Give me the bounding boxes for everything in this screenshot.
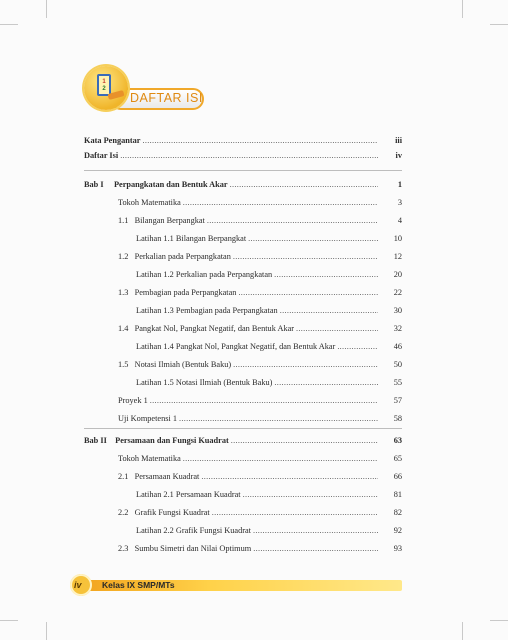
crop-mark: [490, 24, 508, 25]
svg-text:1: 1: [102, 79, 106, 85]
toc-entry-page: 66: [393, 472, 402, 481]
toc-entry-title: Bab I Perpangkatan dan Bentuk Akar: [84, 180, 228, 189]
crop-mark: [46, 0, 47, 18]
toc-entry-page: 1: [397, 180, 402, 189]
toc-entry[interactable]: [118, 414, 402, 428]
toc-entry-page: 93: [393, 544, 402, 553]
dot-leader: [243, 490, 378, 499]
section-divider: [84, 170, 402, 171]
toc-entry[interactable]: [118, 396, 402, 410]
page-title: DAFTAR ISI: [130, 91, 203, 105]
crop-mark: [462, 622, 463, 640]
toc-entry-title: 1.1 Bilangan Berpangkat: [118, 216, 205, 225]
numbers-book-icon: [84, 66, 128, 110]
dot-leader: [183, 198, 378, 207]
dot-leader: [274, 378, 378, 387]
toc-entry[interactable]: [118, 544, 402, 558]
toc-entry-title: Daftar Isi: [84, 151, 119, 160]
dot-leader: [230, 180, 378, 189]
toc-entry-page: 46: [393, 342, 402, 351]
toc-entry-title: 1.2 Perkalian pada Perpangkatan: [118, 252, 231, 261]
svg-text:2: 2: [102, 86, 106, 92]
dot-leader: [274, 270, 378, 279]
toc-entry-page: 57: [393, 396, 402, 405]
toc-entry-title: Bab II Persamaan dan Fungsi Kuadrat: [84, 436, 229, 445]
dot-leader: [337, 342, 378, 351]
toc-entry[interactable]: [136, 526, 402, 540]
crop-mark: [462, 0, 463, 18]
toc-entry-title: Uji Kompetensi 1: [118, 414, 177, 423]
toc-entry-page: 12: [393, 252, 402, 261]
toc-entry[interactable]: [118, 216, 402, 230]
toc-entry[interactable]: [118, 288, 402, 302]
toc-entry-page: 3: [397, 198, 402, 207]
dot-leader: [142, 136, 378, 145]
toc-entry-page: 82: [393, 508, 402, 517]
dot-leader: [207, 216, 378, 225]
toc-entry-title: Proyek 1: [118, 396, 148, 405]
toc-entry-page: 30: [393, 306, 402, 315]
toc-entry-title: 1.4 Pangkat Nol, Pangkat Negatif, dan Bentuk Akar: [118, 324, 295, 333]
toc-entry-page: 10: [393, 234, 402, 243]
toc-entry[interactable]: [118, 472, 402, 486]
dot-leader: [120, 151, 378, 160]
toc-entry-title: 2.2 Grafik Fungsi Kuadrat: [118, 508, 210, 517]
crop-mark: [490, 620, 508, 621]
crop-mark: [0, 24, 18, 25]
toc-entry-page: 63: [393, 436, 402, 445]
toc-entry-page: 81: [393, 490, 402, 499]
dot-leader: [296, 324, 378, 333]
toc-entry-title: 2.3 Sumbu Simetri dan Nilai Optimum: [118, 544, 252, 553]
dot-leader: [201, 472, 378, 481]
toc-entry-title: Latihan 1.2 Perkalian pada Perpangkatan: [136, 270, 273, 279]
toc-entry-page: iii: [395, 136, 402, 145]
toc-entry-title: Latihan 1.3 Pembagian pada Perpangkatan: [136, 306, 278, 315]
toc-entry[interactable]: [118, 252, 402, 266]
toc-entry-page: 22: [393, 288, 402, 297]
toc-entry[interactable]: [84, 151, 402, 165]
toc-entry-title: Latihan 2.2 Grafik Fungsi Kuadrat: [136, 526, 251, 535]
toc-header: [84, 66, 206, 114]
toc-entry[interactable]: [136, 378, 402, 392]
toc-entry-page: iv: [395, 151, 402, 160]
dot-leader: [253, 544, 378, 553]
toc-entry-title: Latihan 1.4 Pangkat Nol, Pangkat Negatif, dan Bentuk Akar: [136, 342, 336, 351]
dot-leader: [248, 234, 378, 243]
toc-entry[interactable]: [118, 324, 402, 338]
toc-entry-title: Tokoh Matematika: [118, 454, 181, 463]
crop-mark: [0, 620, 18, 621]
toc-entry[interactable]: [118, 198, 402, 212]
toc-entry-title: 1.5 Notasi Ilmiah (Bentuk Baku): [118, 360, 232, 369]
toc-entry-page: 58: [393, 414, 402, 423]
toc-entry[interactable]: [136, 234, 402, 248]
dot-leader: [150, 396, 378, 405]
dot-leader: [253, 526, 378, 535]
toc-entry[interactable]: [136, 490, 402, 504]
toc-entry[interactable]: [136, 306, 402, 320]
toc-entry-page: 20: [393, 270, 402, 279]
section-divider: [84, 428, 402, 429]
toc-entry[interactable]: [136, 270, 402, 284]
crop-mark: [46, 622, 47, 640]
dot-leader: [179, 414, 378, 423]
toc-entry[interactable]: [84, 436, 402, 450]
dot-leader: [280, 306, 378, 315]
toc-entry-title: 1.3 Pembagian pada Perpangkatan: [118, 288, 237, 297]
dot-leader: [183, 454, 378, 463]
toc-entry[interactable]: [118, 454, 402, 468]
toc-entry[interactable]: [136, 342, 402, 356]
toc-entry[interactable]: [118, 508, 402, 522]
footer-label: Kelas IX SMP/MTs: [102, 580, 175, 590]
toc-entry-title: Latihan 2.1 Persamaan Kuadrat: [136, 490, 241, 499]
toc-entry-page: 4: [397, 216, 402, 225]
page-number: iv: [74, 580, 82, 590]
toc-entry[interactable]: [84, 136, 402, 150]
toc-entry-title: Latihan 1.5 Notasi Ilmiah (Bentuk Baku): [136, 378, 273, 387]
toc-entry-page: 65: [393, 454, 402, 463]
dot-leader: [233, 360, 378, 369]
dot-leader: [212, 508, 378, 517]
dot-leader: [238, 288, 378, 297]
toc-entry-page: 92: [393, 526, 402, 535]
toc-entry-title: Tokoh Matematika: [118, 198, 181, 207]
toc-entry-page: 50: [393, 360, 402, 369]
toc-entry-page: 32: [393, 324, 402, 333]
toc-entry-title: 2.1 Persamaan Kuadrat: [118, 472, 200, 481]
toc-entry[interactable]: [84, 180, 402, 194]
toc-entry-page: 55: [393, 378, 402, 387]
toc-entry-title: Latihan 1.1 Bilangan Berpangkat: [136, 234, 247, 243]
toc-entry-title: Kata Pengantar: [84, 136, 141, 145]
dot-leader: [231, 436, 378, 445]
dot-leader: [233, 252, 378, 261]
toc-entry[interactable]: [118, 360, 402, 374]
